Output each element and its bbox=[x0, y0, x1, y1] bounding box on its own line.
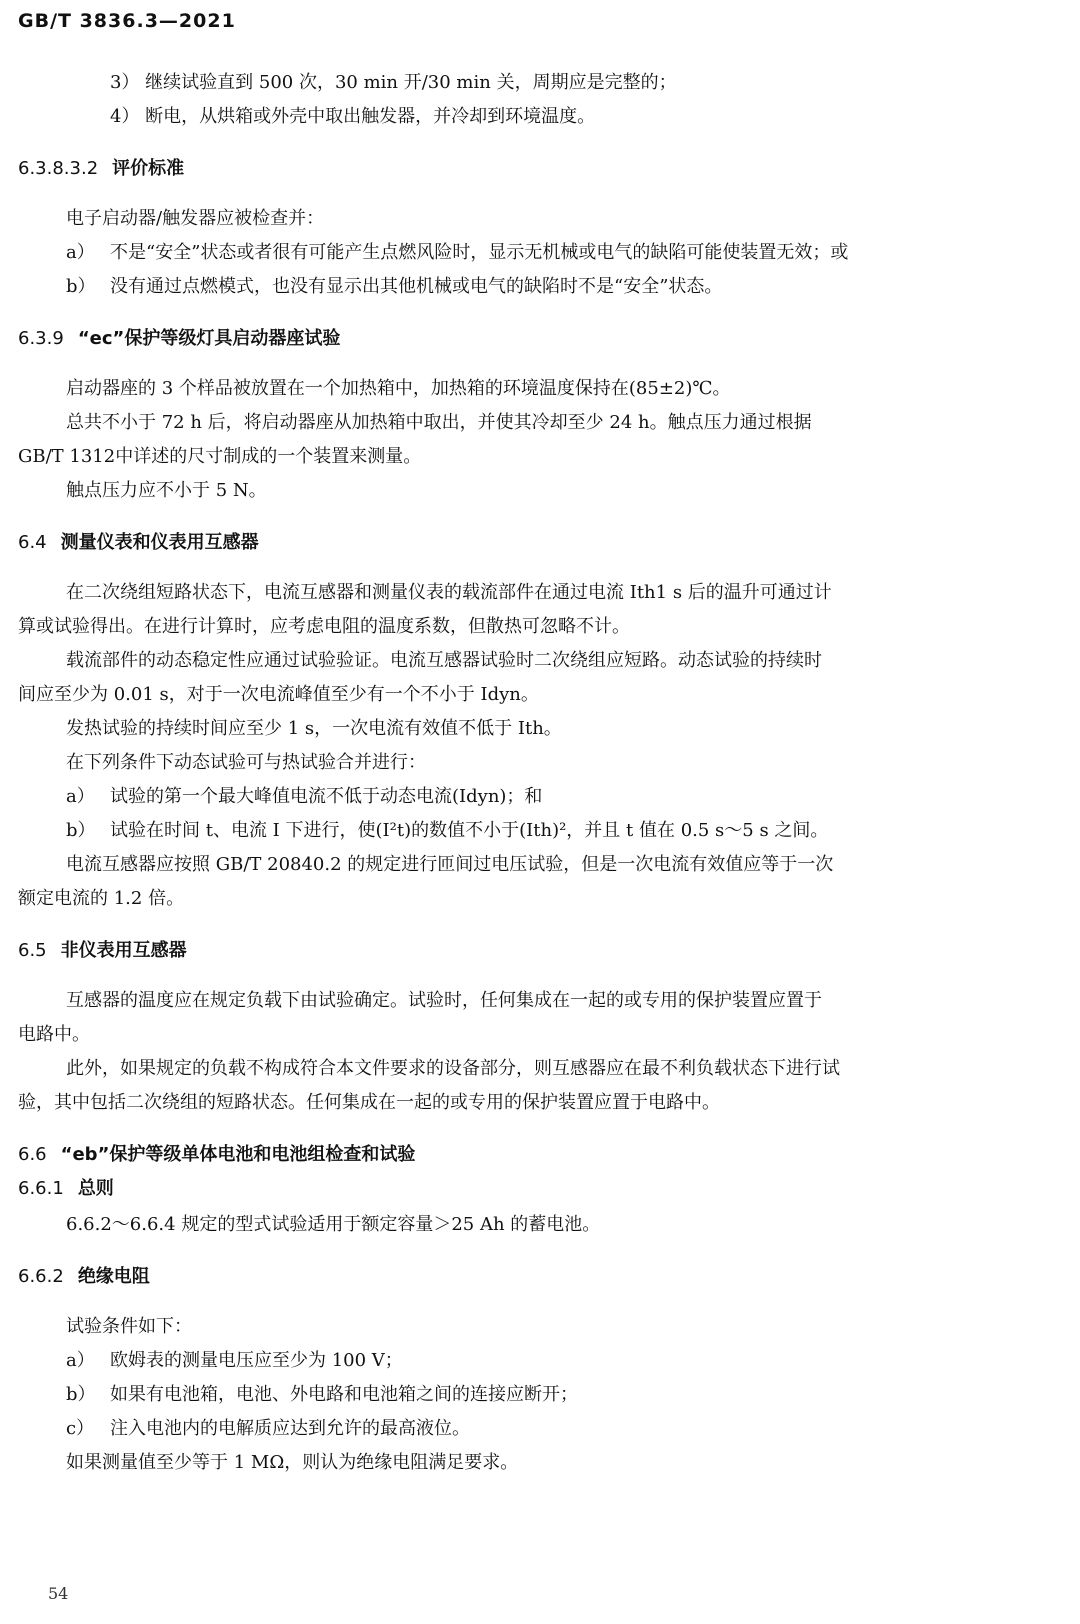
list-label: b） bbox=[66, 276, 96, 297]
text-line: 4） 断电，从烘箱或外壳中取出触发器，并冷却到环境温度。 bbox=[110, 106, 596, 127]
text-line: 电流互感器应按照 GB/T 20840.2 的规定进行匝间过电压试验，但是一次电流有效值应等于一次 bbox=[66, 854, 834, 875]
list-label: b） bbox=[66, 1384, 96, 1405]
list-label: a） bbox=[66, 242, 95, 263]
text-line: 在下列条件下动态试验可与热试验合并进行： bbox=[66, 752, 426, 773]
list-text: 注入电池内的电解质应达到允许的最高液位。 bbox=[110, 1418, 470, 1439]
section-heading bbox=[18, 938, 187, 964]
section-heading bbox=[18, 1142, 415, 1168]
list-label: b） bbox=[66, 820, 96, 841]
text-line: 在二次绕组短路状态下，电流互感器和测量仪表的载流部件在通过电流 Ith1 s 后的温升可通过计 bbox=[66, 582, 832, 603]
section-number: 6.6 bbox=[18, 1144, 47, 1165]
section-title: “eb”保护等级单体电池和电池组检查和试验 bbox=[60, 1144, 416, 1165]
section-number: 6.3.9 bbox=[18, 328, 64, 349]
text-line: 间应至少为 0.01 s，对于一次电流峰值至少有一个不小于 Idyn。 bbox=[18, 684, 539, 705]
text-line: 互感器的温度应在规定负载下由试验确定。试验时，任何集成在一起的或专用的保护装置应置于 bbox=[66, 990, 822, 1011]
text-line: 此外，如果规定的负载不构成符合本文件要求的设备部分，则互感器应在最不利负载状态下进行试 bbox=[66, 1058, 840, 1079]
section-heading bbox=[18, 1264, 150, 1290]
text-line: 电子启动器/触发器应被检查并： bbox=[66, 208, 325, 229]
text-line: 发热试验的持续时间应至少 1 s，一次电流有效值不低于 Ith。 bbox=[66, 718, 562, 739]
list-item bbox=[66, 240, 848, 266]
list-text: 不是“安全”状态或者很有可能产生点燃风险时，显示无机械或电气的缺陷可能使装置无效；或 bbox=[110, 242, 849, 263]
list-text: 如果有电池箱，电池、外电路和电池箱之间的连接应断开； bbox=[110, 1384, 578, 1405]
text-line: 如果测量值至少等于 1 MΩ，则认为绝缘电阻满足要求。 bbox=[66, 1452, 519, 1473]
section-heading bbox=[18, 326, 340, 352]
section-title: 评价标准 bbox=[112, 158, 185, 179]
section-title: 测量仪表和仪表用互感器 bbox=[60, 532, 259, 553]
section-number: 6.5 bbox=[18, 940, 47, 961]
text-line: 额定电流的 1.2 倍。 bbox=[18, 888, 185, 909]
text-line: 触点压力应不小于 5 N。 bbox=[66, 480, 267, 501]
list-item bbox=[66, 1382, 578, 1408]
text-line: 6.6.2～6.6.4 规定的型式试验适用于额定容量＞25 Ah 的蓄电池。 bbox=[66, 1214, 601, 1235]
list-label: a） bbox=[66, 786, 95, 807]
section-number: 6.3.8.3.2 bbox=[18, 158, 99, 179]
text-line: 3） 继续试验直到 500 次，30 min 开/30 min 关，周期应是完整的； bbox=[110, 72, 677, 93]
text-line: GB/T 1312中详述的尺寸制成的一个装置来测量。 bbox=[18, 446, 422, 467]
list-item bbox=[66, 818, 828, 844]
text-line: 电路中。 bbox=[18, 1024, 90, 1045]
list-text: 试验的第一个最大峰值电流不低于动态电流(Idyn)；和 bbox=[110, 786, 543, 807]
list-item bbox=[66, 1348, 403, 1374]
list-label: a） bbox=[66, 1350, 95, 1371]
page-number: 54 bbox=[48, 1584, 69, 1603]
list-label: c） bbox=[66, 1418, 95, 1439]
text-line: 试验条件如下： bbox=[66, 1316, 192, 1337]
section-heading bbox=[18, 156, 184, 182]
section-title: 非仪表用互感器 bbox=[60, 940, 187, 961]
list-text: 没有通过点燃模式，也没有显示出其他机械或电气的缺陷时不是“安全”状态。 bbox=[110, 276, 723, 297]
text-line: 启动器座的 3 个样品被放置在一个加热箱中，加热箱的环境温度保持在(85±2)℃。 bbox=[66, 378, 731, 399]
section-number: 6.6.2 bbox=[18, 1266, 64, 1287]
text-line: 载流部件的动态稳定性应通过试验验证。电流互感器试验时二次绕组应短路。动态试验的持续时 bbox=[66, 650, 822, 671]
section-title: “ec”保护等级灯具启动器座试验 bbox=[77, 328, 341, 349]
section-number: 6.4 bbox=[18, 532, 47, 553]
section-title: 总则 bbox=[77, 1178, 114, 1199]
list-item bbox=[66, 1416, 470, 1442]
section-heading bbox=[18, 1176, 114, 1202]
list-item bbox=[66, 274, 722, 300]
standard-header: GB/T 3836.3—2021 bbox=[18, 10, 236, 32]
section-number: 6.6.1 bbox=[18, 1178, 64, 1199]
text-line: 总共不小于 72 h 后，将启动器座从加热箱中取出，并使其冷却至少 24 h。触点压力通过根据 bbox=[66, 412, 812, 433]
section-heading bbox=[18, 530, 259, 556]
section-title: 绝缘电阻 bbox=[77, 1266, 150, 1287]
text-line: 算或试验得出。在进行计算时，应考虑电阻的温度系数，但散热可忽略不计。 bbox=[18, 616, 630, 637]
text-line: 验，其中包括二次绕组的短路状态。任何集成在一起的或专用的保护装置应置于电路中。 bbox=[18, 1092, 720, 1113]
list-item bbox=[66, 784, 542, 810]
list-text: 欧姆表的测量电压应至少为 100 V； bbox=[110, 1350, 403, 1371]
list-text: 试验在时间 t、电流 I 下进行，使(I²t)的数值不小于(Ith)²，并且 t 值在 0.5 s～5 s 之间。 bbox=[110, 820, 829, 841]
